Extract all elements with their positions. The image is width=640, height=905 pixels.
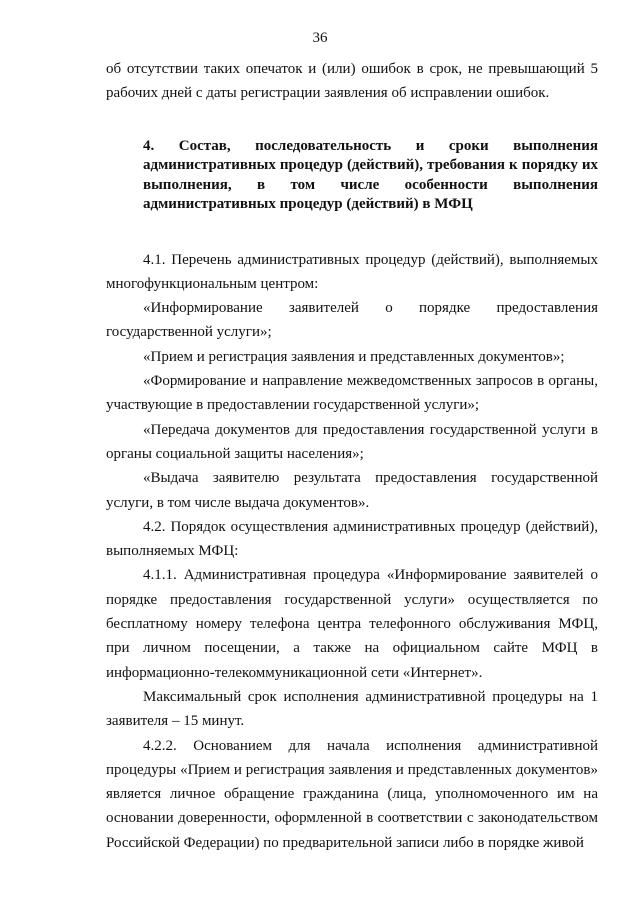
section-heading: 4. Состав, последовательность и сроки выполнения административных процедур (действий), требования к порядку их выполнения, в том числе особенности выполнения административных процедур (действий) в МФЦ bbox=[143, 137, 598, 213]
paragraph-4-2: 4.2. Порядок осуществления административных процедур (действий), выполняемых МФЦ: bbox=[106, 518, 598, 560]
paragraph-4-1: 4.1. Перечень административных процедур (действий), выполняемых многофункциональным центром: bbox=[106, 251, 598, 292]
page-number: 36 bbox=[312, 30, 328, 46]
document-body bbox=[106, 57, 598, 855]
list-item-requests: «Формирование и направление межведомственных запросов в органы, участвующие в предоставлении государственной услуги»; bbox=[106, 373, 598, 414]
paragraph-4-2-2: 4.2.2. Основанием для начала исполнения административной процедуры «Прием и регистрация заявления и представленных документов» является личное обращение гражданина (лица, уполномоченного им на основании доверенности, оформленной в соответствии с законодательством Российской Федерации) по предварительной записи либо в порядке живой bbox=[106, 737, 598, 851]
list-item-issuance: «Выдача заявителю результата предоставления государственной услуги, в том числе выдача документов». bbox=[106, 470, 598, 511]
list-item-reception: «Прием и регистрация заявления и представленных документов»; bbox=[143, 348, 565, 365]
list-item-informing: «Информирование заявителей о порядке предоставления государственной услуги»; bbox=[106, 300, 598, 341]
list-item-transfer: «Передача документов для предоставления государственной услуги в органы социальной защиты населения»; bbox=[106, 421, 598, 462]
paragraph-4-1-1: 4.1.1. Административная процедура «Информирование заявителей о порядке предоставления государственной услуги» осуществляется по бесплатному номеру телефона центра телефонного обслуживания МФЦ, при личном посещении, а также на официальном сайте МФЦ в информационно-телекоммуникационной сети «Интернет». bbox=[106, 567, 598, 681]
paragraph-max-time: Максимальный срок исполнения административной процедуры на 1 заявителя – 15 минут. bbox=[106, 688, 598, 730]
paragraph-continuation: об отсутствии таких опечаток и (или) ошибок в срок, не превышающий 5 рабочих дней с даты регистрации заявления об исправлении ошибок. bbox=[106, 61, 598, 102]
